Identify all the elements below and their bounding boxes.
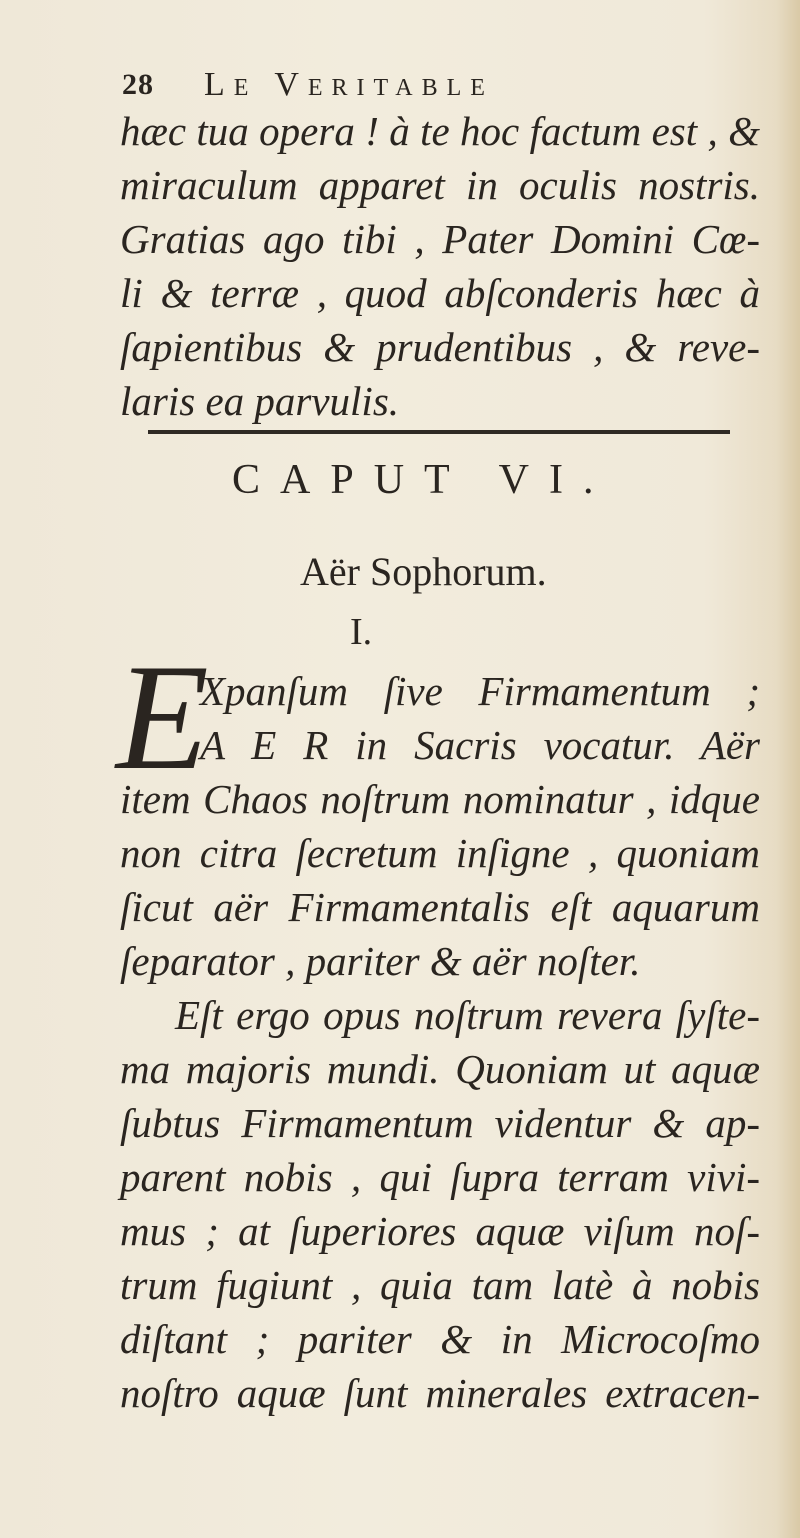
page-number: 28: [122, 68, 154, 101]
running-title: Le Veritable: [204, 66, 494, 103]
text-line: Eſt ergo opus noſtrum revera ſyſte-: [175, 992, 760, 1038]
text-line: A E R in Sacris vocatur. Aër: [200, 722, 760, 768]
text-line: noſtro aquæ ſunt minerales extracen-: [120, 1370, 760, 1416]
body-paragraphs: [120, 772, 760, 1420]
text-line: ſicut aër Firmamentalis eſt aquarum: [120, 884, 760, 930]
text-line: mus ; at ſuperiores aquæ viſum noſ-: [120, 1208, 760, 1254]
text-line: non citra ſecretum inſigne , quoniam: [120, 830, 760, 876]
text-line: ſeparator , pariter & aër noſter.: [120, 938, 641, 984]
text-line: diſtant ; pariter & in Microcoſmo: [120, 1316, 760, 1362]
text-line: ma majoris mundi. Quoniam ut aquæ: [120, 1046, 760, 1092]
divider-rule: [148, 430, 730, 434]
text-line: ſubtus Firmamentum videntur & ap-: [120, 1100, 760, 1146]
text-line: hæc tua opera ! à te hoc factum est , &: [120, 108, 760, 154]
running-head: [122, 66, 642, 106]
text-line: item Chaos noſtrum nominatur , idque: [120, 776, 760, 822]
text-line: ſapientibus & prudentibus , & reve-: [120, 324, 760, 370]
text-line: parent nobis , qui ſupra terram vivi-: [120, 1154, 760, 1200]
first-paragraph-opening: [200, 664, 760, 772]
drop-cap: E: [116, 633, 209, 801]
chapter-title: CAPUT VI.: [232, 457, 614, 503]
text-line: li & terræ , quod abſconderis hæc à: [120, 270, 760, 316]
chapter-subtitle: Aër Sophorum.: [300, 549, 547, 594]
text-line: laris ea parvulis.: [120, 378, 400, 424]
text-line: miraculum apparet in oculis nostris.: [120, 162, 760, 208]
section-number: I.: [350, 611, 373, 653]
text-line: Gratias ago tibi , Pater Domini Cœ-: [120, 216, 760, 262]
intro-paragraph: [120, 104, 760, 428]
text-line: Xpanſum ſive Firmamentum ;: [200, 668, 760, 714]
text-line: trum fugiunt , quia tam latè à nobis: [120, 1262, 760, 1308]
